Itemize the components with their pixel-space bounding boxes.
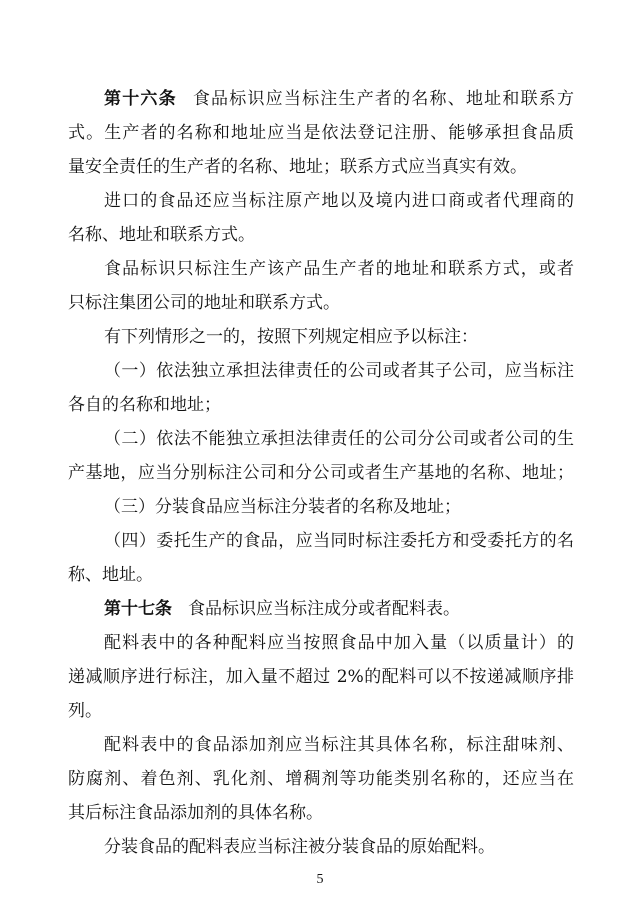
article16-line-1 <box>104 88 574 110</box>
article17-line-1 <box>104 598 574 620</box>
article16-para2-line-1: 进口的食品还应当标注原产地以及境内进口商或者代理商的 <box>104 191 574 211</box>
article16-item4-line-1: （四）委托生产的食品，应当同时标注委托方和受委托方的名 <box>104 531 574 551</box>
article17-line-1-text: 食品标识应当标注成分或者配料表。 <box>188 599 460 619</box>
article16-label: 第十六条 <box>104 89 177 109</box>
article17-para2-line-3: 列。 <box>68 701 102 721</box>
article17-label: 第十七条 <box>104 599 172 619</box>
article16-para2-line-2: 名称、地址和联系方式。 <box>68 225 255 245</box>
article17-para3-line-1: 配料表中的食品添加剂应当标注其具体名称，标注甜味剂、 <box>104 735 574 755</box>
article17-para3-line-3: 其后标注食品添加剂的具体名称。 <box>68 803 323 823</box>
article17-para4-line-1: 分装食品的配料表应当标注被分装食品的原始配料。 <box>104 837 495 857</box>
article16-item1-line-1: （一）依法独立承担法律责任的公司或者其子公司，应当标注 <box>104 361 574 381</box>
article16-para3-line-1: 食品标识只标注生产该产品生产者的地址和联系方式，或者 <box>104 259 574 279</box>
article16-line-1-text: 食品标识应当标注生产者的名称、地址和联系方 <box>192 89 574 109</box>
article16-item3-line-1: （三）分装食品应当标注分装者的名称及地址； <box>104 497 461 517</box>
article16-para4-line-1: 有下列情形之一的，按照下列规定相应予以标注： <box>104 327 478 347</box>
article16-item1-line-2: 各自的名称和地址； <box>68 395 221 415</box>
article16-para3-line-2: 只标注集团公司的地址和联系方式。 <box>68 293 340 313</box>
article16-item2-line-2: 产基地，应当分别标注公司和分公司或者生产基地的名称、地址； <box>68 463 574 483</box>
article16-item4-line-2: 称、地址。 <box>68 565 153 585</box>
article17-para2-line-1: 配料表中的各种配料应当按照食品中加入量（以质量计）的 <box>104 633 574 653</box>
page-number: 5 <box>316 872 324 887</box>
article17-para2-line-2: 递减顺序进行标注，加入量不超过 2%的配料可以不按递减顺序排 <box>68 667 574 687</box>
article16-line-3: 量安全责任的生产者的名称、地址；联系方式应当真实有效。 <box>68 157 527 177</box>
article16-item2-line-1: （二）依法不能独立承担法律责任的公司分公司或者公司的生 <box>104 429 574 449</box>
article17-para3-line-2: 防腐剂、着色剂、乳化剂、增稠剂等功能类别名称的，还应当在 <box>68 769 574 789</box>
article16-line-2: 式。生产者的名称和地址应当是依法登记注册、能够承担食品质 <box>68 123 574 143</box>
